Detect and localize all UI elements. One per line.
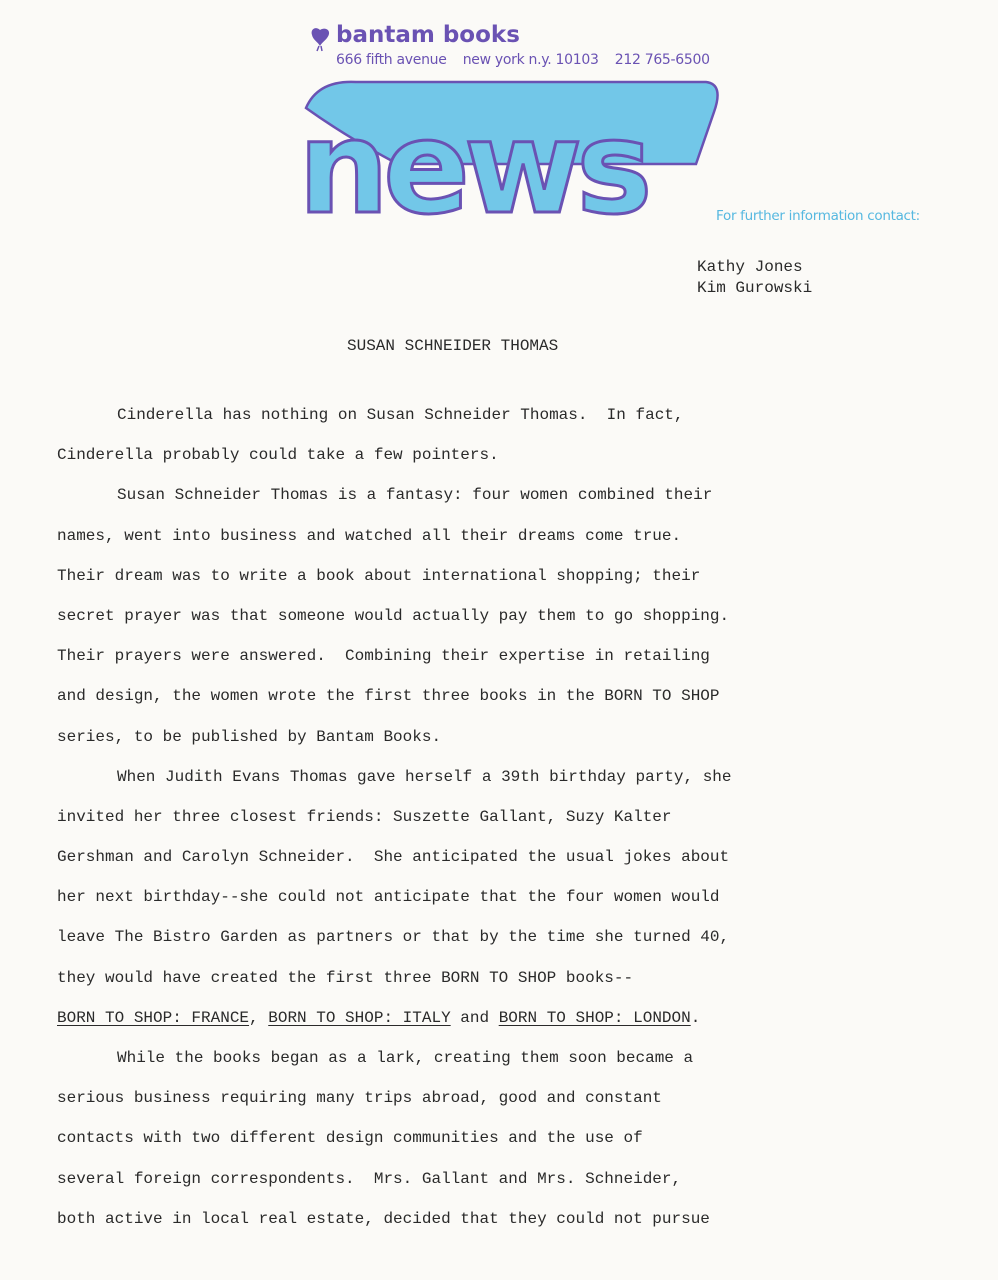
body-line: they would have created the first three BORN TO SHOP books-- [57, 968, 634, 987]
body-line: her next birthday--she could not anticipate that the four women would [57, 888, 720, 907]
body-line: serious business requiring many trips abroad, good and constant [57, 1089, 662, 1108]
body-text [57, 395, 937, 1239]
body-line: While the books began as a lark, creating them soon became a [117, 1049, 694, 1067]
bantam-bird-logo [308, 26, 332, 52]
body-line: both active in local real estate, decided that they could not pursue [57, 1209, 710, 1228]
contact-names [697, 257, 812, 299]
body-text-segment: . [690, 1008, 701, 1027]
body-text-segment: , [249, 1008, 269, 1027]
body-line: series, to be published by Bantam Books. [57, 727, 442, 746]
body-line: Their dream was to write a book about international shopping; their [57, 566, 701, 585]
contact-name: Kathy Jones [697, 258, 803, 276]
street-address: 666 fifth avenue [336, 52, 447, 68]
news-logo [278, 68, 728, 223]
body-line: leave The Bistro Garden as partners or that by the time she turned 40, [57, 928, 730, 947]
underlined-book-title: BORN TO SHOP: FRANCE [57, 1008, 250, 1027]
contact-label: For further information contact: [716, 208, 920, 224]
body-line: Gershman and Carolyn Schneider. She anticipated the usual jokes about [57, 848, 730, 867]
contact-name: Kim Gurowski [697, 279, 813, 297]
body-line: Cinderella probably could take a few pointers. [57, 446, 499, 465]
body-line [57, 998, 937, 1038]
city-address: new york n.y. 10103 [462, 52, 599, 68]
body-line: contacts with two different design communities and the use of [57, 1129, 643, 1148]
news-logo-text: news [298, 94, 647, 223]
body-line: secret prayer was that someone would actually pay them to go shopping. [57, 606, 730, 625]
brand-address [336, 52, 722, 68]
body-line: and design, the women wrote the first three books in the BORN TO SHOP [57, 687, 720, 706]
letterhead [300, 20, 950, 235]
body-line: several foreign correspondents. Mrs. Gallant and Mrs. Schneider, [57, 1169, 682, 1188]
underlined-book-title: BORN TO SHOP: LONDON [498, 1008, 691, 1027]
brand-name: bantam books [336, 22, 520, 48]
phone-number: 212 765-6500 [614, 52, 710, 68]
body-line: names, went into business and watched all their dreams come true. [57, 526, 682, 545]
body-line: When Judith Evans Thomas gave herself a 39th birthday party, she [117, 767, 732, 786]
body-line: invited her three closest friends: Suszette Gallant, Suzy Kalter [57, 807, 672, 826]
document-title: SUSAN SCHNEIDER THOMAS [347, 337, 559, 355]
body-line: Cinderella has nothing on Susan Schneider Thomas. In fact, [117, 406, 684, 424]
underlined-book-title: BORN TO SHOP: ITALY [268, 1008, 451, 1027]
body-line: Susan Schneider Thomas is a fantasy: four women combined their [117, 486, 713, 505]
body-line: Their prayers were answered. Combining their expertise in retailing [57, 647, 710, 666]
body-text-segment: and [450, 1008, 499, 1027]
